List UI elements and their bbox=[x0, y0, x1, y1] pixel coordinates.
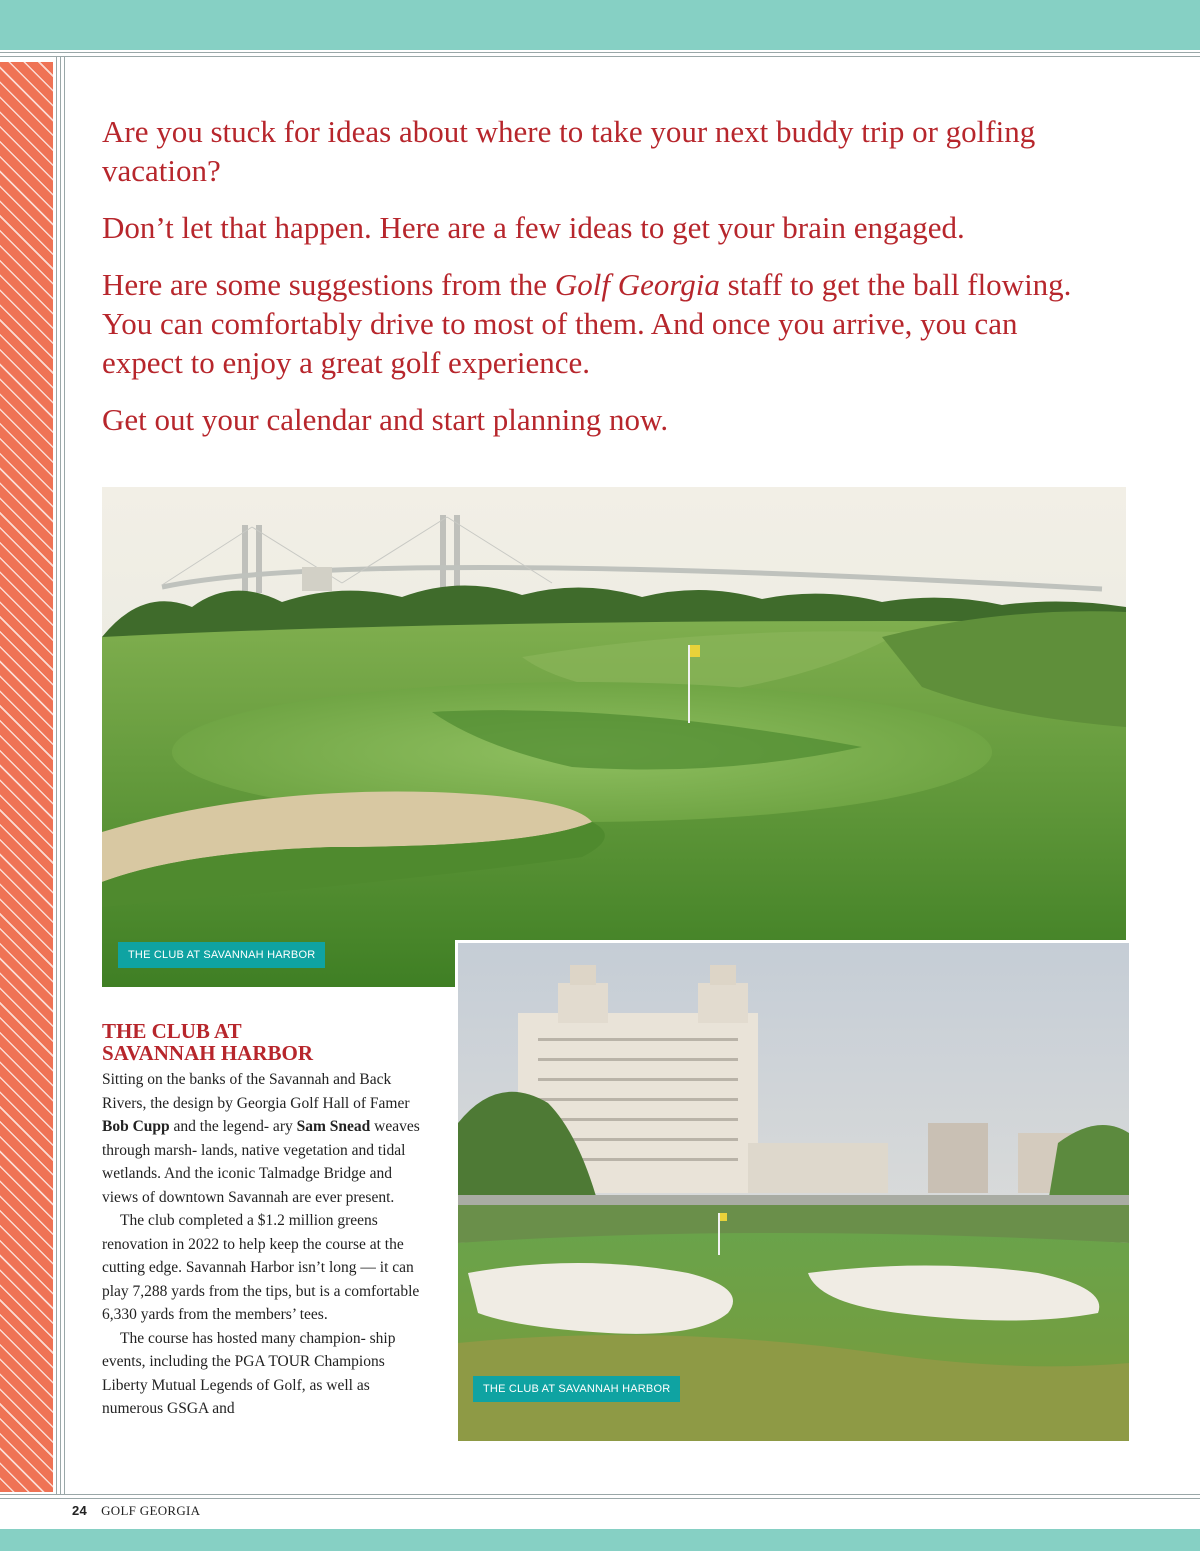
para1-text: and the legend- ary bbox=[169, 1118, 297, 1135]
article-title-line-2: SAVANNAH HARBOR bbox=[102, 1041, 314, 1065]
margin-rule bbox=[56, 57, 57, 1494]
bottom-rule bbox=[0, 1494, 1200, 1495]
bold-name-bob-cupp: Bob Cupp bbox=[102, 1118, 170, 1135]
intro-paragraph-4: Get out your calendar and start planning now. bbox=[102, 402, 669, 437]
margin-rule bbox=[60, 57, 61, 1494]
golf-course-bridge-photo bbox=[102, 487, 1126, 987]
resort-hotel-golf-photo bbox=[455, 940, 1129, 1441]
top-rule bbox=[0, 52, 1200, 53]
intro-text bbox=[102, 112, 1102, 457]
intro-paragraph-2: Don’t let that happen. Here are a few ideas to get your brain engaged. bbox=[102, 210, 965, 245]
article-paragraph-2: The club completed a $1.2 million greens renovation in 2022 to help keep the course at the cutting edge. Savannah Harbor isn’t long — it can play 7,288 yards from the tips, but is a comfortable 6,330 yards from the members’ tees. bbox=[102, 1212, 420, 1323]
photo-caption: THE CLUB AT SAVANNAH HARBOR bbox=[118, 942, 325, 968]
top-rule bbox=[0, 56, 1200, 57]
intro-p3-end: staff to get the ball flowing. You can comfortably drive to most of them. And once you arrive, you can expect to enjoy a great golf experience. bbox=[102, 267, 1072, 380]
photo-caption: THE CLUB AT SAVANNAH HARBOR bbox=[473, 1376, 680, 1402]
intro-paragraph-3 bbox=[102, 265, 1102, 382]
publication-name: GOLF GEORGIA bbox=[101, 1503, 201, 1518]
side-stripe-decoration bbox=[0, 62, 53, 1492]
article-title-line-1: THE CLUB AT bbox=[102, 1019, 242, 1043]
margin-rule bbox=[64, 57, 65, 1494]
article-paragraph-1 bbox=[102, 1068, 432, 1209]
bottom-color-band bbox=[0, 1529, 1200, 1551]
bold-name-sam-snead: Sam Snead bbox=[296, 1118, 371, 1135]
page-footer bbox=[72, 1503, 200, 1519]
page-number: 24 bbox=[72, 1503, 88, 1518]
intro-p3-start: Here are some suggestions from the bbox=[102, 267, 555, 302]
article-title bbox=[102, 1020, 432, 1064]
article-paragraph-3: The course has hosted many champion- ship events, including the PGA TOUR Champions Liberty Mutual Legends of Golf, as well as numerous GSGA and bbox=[102, 1329, 396, 1417]
para1-text: weaves through marsh- lands, native vegetation and tidal wetlands. And the iconic Talmadge Bridge and views of downtown Savannah are ever present. bbox=[102, 1118, 420, 1206]
para1-text: Sitting on the banks of the Savannah and Back Rivers, the design by Georgia Golf Hall of Famer bbox=[102, 1071, 410, 1112]
bottom-rule bbox=[0, 1498, 1200, 1499]
publication-name-italic: Golf Georgia bbox=[554, 267, 720, 302]
article-savannah-harbor bbox=[102, 1020, 432, 1421]
intro-paragraph-1: Are you stuck for ideas about where to take your next buddy trip or golfing vacation? bbox=[102, 114, 1036, 188]
top-color-band bbox=[0, 0, 1200, 50]
